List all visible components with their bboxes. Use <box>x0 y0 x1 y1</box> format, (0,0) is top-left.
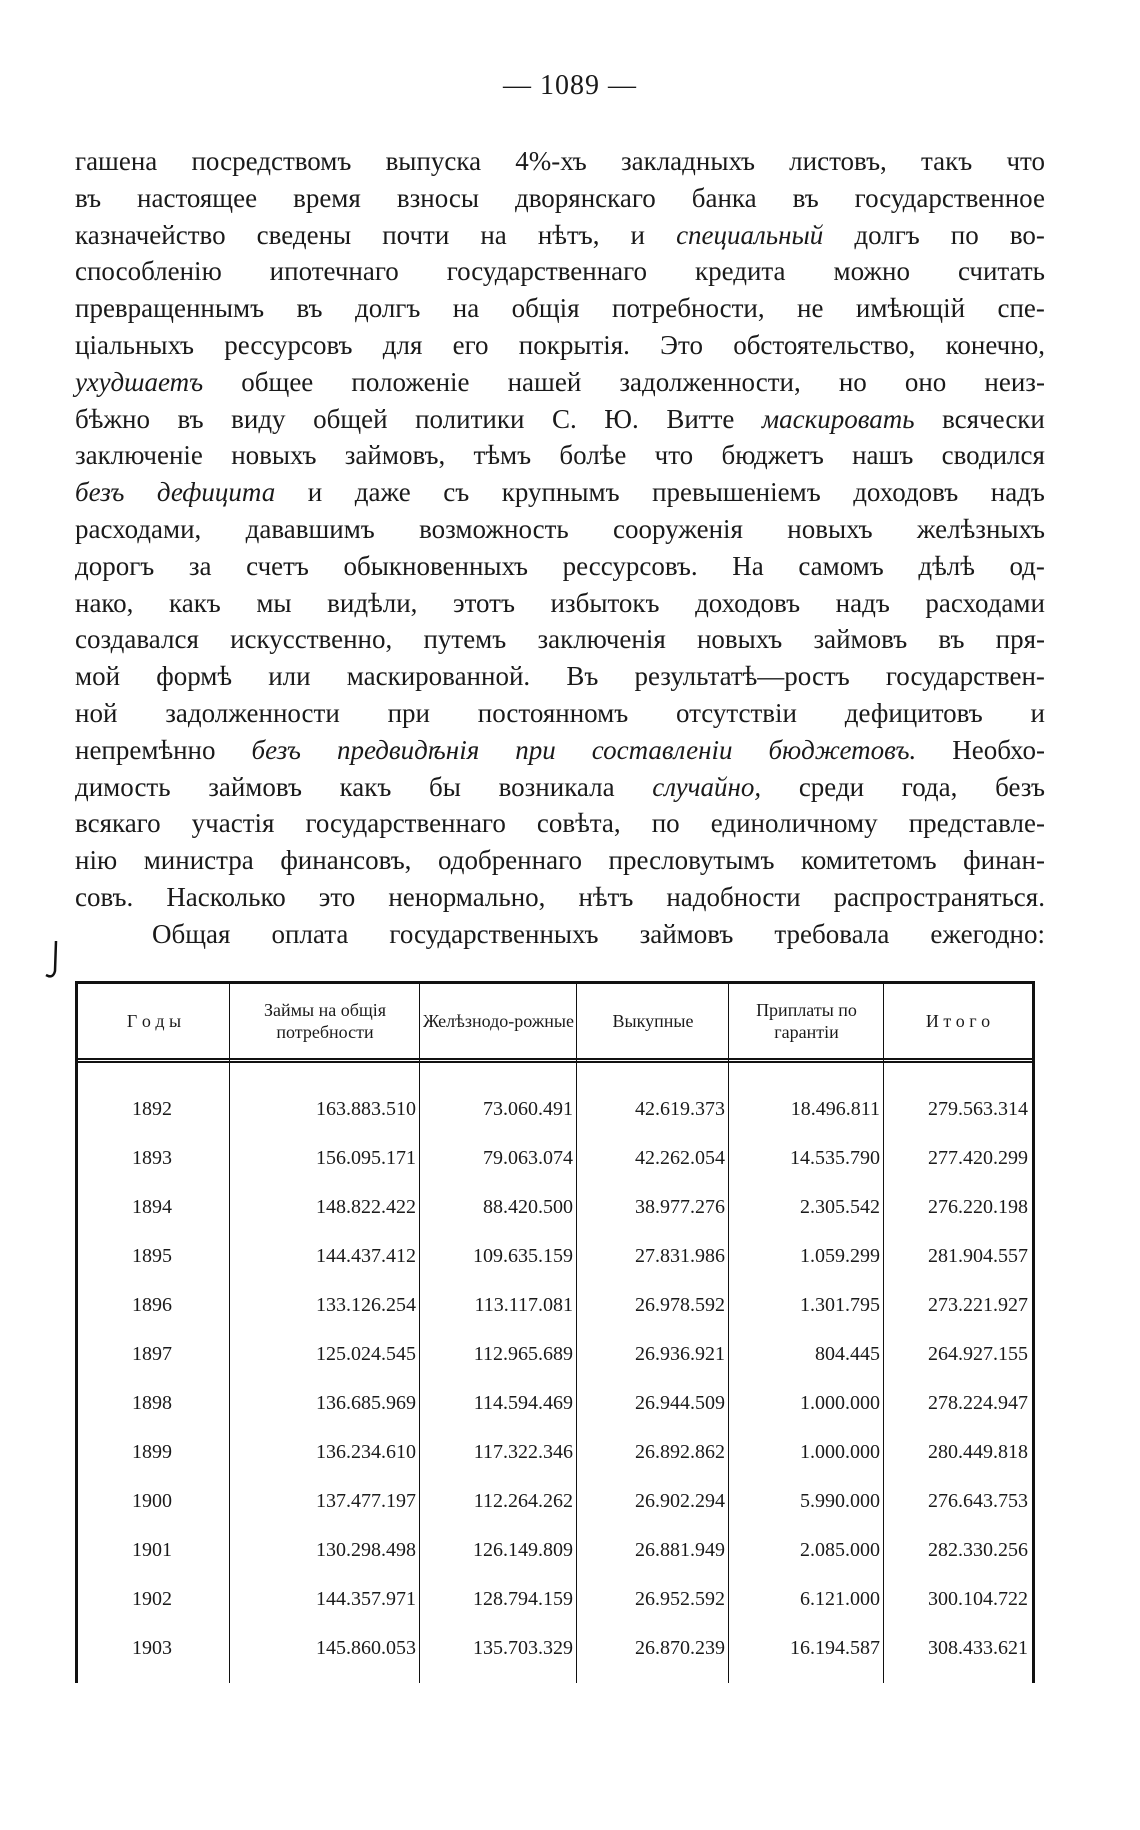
table-row <box>78 1441 1032 1471</box>
amount-cell: 282.330.256 <box>928 1539 1028 1561</box>
year-cell: 1899 <box>132 1441 172 1463</box>
amount-cell: 300.104.722 <box>928 1588 1028 1610</box>
table-row <box>78 1196 1032 1226</box>
italic-word: при <box>515 734 556 765</box>
word: пря- <box>995 624 1045 655</box>
word: во- <box>1009 219 1045 250</box>
word: по <box>651 808 680 839</box>
word: На <box>732 550 764 581</box>
word: въ <box>75 182 102 213</box>
italic-word: случайно, <box>652 771 762 802</box>
amount-cell: 26.892.862 <box>635 1441 725 1463</box>
word: распространяться. <box>833 881 1045 912</box>
word: Общая <box>152 918 231 949</box>
amount-cell: 2.085.000 <box>800 1539 880 1561</box>
table-row <box>78 1392 1032 1422</box>
word: нѣтъ <box>578 881 634 912</box>
text-line <box>75 364 1045 401</box>
word: Насколько <box>166 881 286 912</box>
text-line <box>75 842 1045 879</box>
amount-cell: 1.059.299 <box>800 1245 880 1267</box>
amount-cell: 26.881.949 <box>635 1539 725 1561</box>
word: самомъ <box>798 550 884 581</box>
word: надъ <box>835 587 890 618</box>
word: долгъ <box>354 293 421 324</box>
word: счетъ <box>246 550 309 581</box>
text-line <box>75 217 1045 254</box>
word: желѣзныхъ <box>916 513 1045 544</box>
amount-cell: 42.619.373 <box>635 1098 725 1120</box>
word: превращеннымъ <box>75 293 265 324</box>
word: совѣта, <box>536 808 621 839</box>
word: финансовъ, <box>280 845 412 876</box>
table-row <box>78 1539 1032 1569</box>
amount-cell: 281.904.557 <box>928 1245 1028 1267</box>
word: или <box>268 661 311 692</box>
word: общія <box>511 293 580 324</box>
year-cell: 1892 <box>132 1098 172 1120</box>
word: нію <box>75 845 118 876</box>
word: ипотечнаго <box>269 256 399 287</box>
word: участія <box>191 808 275 839</box>
text-line <box>75 474 1045 511</box>
amount-cell: 112.965.689 <box>473 1343 573 1365</box>
column-divider <box>229 984 230 1683</box>
column-divider <box>883 984 884 1683</box>
text-line <box>75 180 1045 217</box>
year-cell: 1901 <box>132 1539 172 1561</box>
table-row <box>78 1343 1032 1373</box>
body-text <box>75 143 1045 953</box>
amount-cell: 136.685.969 <box>316 1392 416 1414</box>
word: дефицитовъ <box>844 697 983 728</box>
word: спе- <box>997 293 1045 324</box>
amount-cell: 109.635.159 <box>473 1245 573 1267</box>
amount-cell: 42.262.054 <box>635 1147 725 1169</box>
word: тѣмъ <box>473 440 532 471</box>
amount-cell: 1.000.000 <box>800 1441 880 1463</box>
year-cell: 1903 <box>132 1637 172 1659</box>
amount-cell: 73.060.491 <box>483 1098 573 1120</box>
table-row <box>78 1490 1032 1520</box>
word: одобреннаго <box>438 845 582 876</box>
text-line <box>75 916 1045 953</box>
word: Ю. <box>604 403 639 434</box>
text-line <box>75 327 1045 364</box>
amount-cell: 156.095.171 <box>316 1147 416 1169</box>
word: комитетомъ <box>801 845 937 876</box>
word: почти <box>382 219 450 250</box>
word: съ <box>443 477 470 508</box>
word: непремѣнно <box>75 734 216 765</box>
year-cell: 1900 <box>132 1490 172 1512</box>
word: дворянскаго <box>515 182 656 213</box>
amount-cell: 27.831.986 <box>635 1245 725 1267</box>
amount-cell: 279.563.314 <box>928 1098 1028 1120</box>
word: года, <box>901 771 958 802</box>
word: положеніе <box>351 366 470 397</box>
word: возможность <box>419 513 569 544</box>
word: банка <box>691 182 757 213</box>
word: задолженности <box>165 697 340 728</box>
amount-cell: 126.149.809 <box>473 1539 573 1561</box>
word: оно <box>904 366 947 397</box>
year-cell: 1894 <box>132 1196 172 1218</box>
word: для <box>382 329 423 360</box>
word: не <box>797 293 824 324</box>
word: выпуска <box>385 146 482 176</box>
word: избытокъ <box>550 587 660 618</box>
word: дорогъ <box>75 550 155 581</box>
amount-cell: 163.883.510 <box>316 1098 416 1120</box>
word: среди <box>798 771 865 802</box>
word: гашена <box>75 146 158 176</box>
amount-cell: 264.927.155 <box>928 1343 1028 1365</box>
word: что <box>654 440 694 471</box>
year-cell: 1897 <box>132 1343 172 1365</box>
word: такъ <box>921 146 973 176</box>
amount-cell: 133.126.254 <box>316 1294 416 1316</box>
table-row <box>78 1098 1032 1128</box>
word: искусственно, <box>230 624 393 655</box>
amount-cell: 2.305.542 <box>800 1196 880 1218</box>
word: доходовъ <box>695 587 801 618</box>
word: безъ <box>995 771 1045 802</box>
amount-cell: 26.902.294 <box>635 1490 725 1512</box>
word: въ <box>177 403 204 434</box>
amount-cell: 280.449.818 <box>928 1441 1028 1463</box>
text-line <box>75 695 1045 732</box>
text-line <box>75 658 1045 695</box>
page-number: — 1089 — <box>503 70 637 101</box>
word: болѣе <box>559 440 627 471</box>
word: этотъ <box>452 587 515 618</box>
amount-cell: 144.437.412 <box>316 1245 416 1267</box>
amount-cell: 136.234.610 <box>316 1441 416 1463</box>
amount-cell: 135.703.329 <box>473 1637 573 1659</box>
word: въ <box>938 624 965 655</box>
word: результатѣ—ростъ <box>634 661 850 692</box>
text-line <box>75 879 1045 916</box>
amount-cell: 5.990.000 <box>800 1490 880 1512</box>
amount-cell: 276.643.753 <box>928 1490 1028 1512</box>
word: виду <box>231 403 286 434</box>
amount-cell: 278.224.947 <box>928 1392 1028 1414</box>
word: нашей <box>507 366 582 397</box>
word: мой <box>75 661 121 692</box>
amount-cell: 125.024.545 <box>316 1343 416 1365</box>
word: и <box>307 477 323 508</box>
amount-cell: 276.220.198 <box>928 1196 1028 1218</box>
word: обстоятельство, <box>733 329 916 360</box>
word: сооруженія <box>613 513 743 544</box>
word: займовъ <box>813 624 908 655</box>
column-divider <box>728 984 729 1683</box>
word: время <box>293 182 361 213</box>
word: займовъ <box>208 771 302 802</box>
word: государственнаго <box>446 256 648 287</box>
word: заключенія <box>537 624 666 655</box>
word: единоличному <box>710 808 878 839</box>
amount-cell: 1.000.000 <box>800 1392 880 1414</box>
italic-word: маскировать <box>761 403 915 434</box>
word: закладныхъ <box>620 146 755 176</box>
amount-cell: 112.264.262 <box>473 1490 573 1512</box>
word: димость <box>75 771 171 802</box>
word: задолженности, <box>619 366 801 397</box>
text-line <box>75 290 1045 327</box>
word: Это <box>660 329 703 360</box>
word: надобности <box>666 881 801 912</box>
word: государственное <box>854 182 1045 213</box>
word: видѣли, <box>327 587 418 618</box>
word: какъ <box>169 587 221 618</box>
word: расходами, <box>75 513 202 544</box>
word: превышеніемъ <box>652 477 821 508</box>
word: ціальныхъ <box>75 329 194 360</box>
table-row <box>78 1294 1032 1324</box>
word: доходовъ <box>853 477 959 508</box>
word: совъ. <box>75 881 134 912</box>
word: государственныхъ <box>389 918 599 949</box>
amount-cell: 18.496.811 <box>790 1098 880 1120</box>
loans-table <box>75 981 1035 1683</box>
amount-cell: 14.535.790 <box>790 1147 880 1169</box>
italic-word: предвидѣнія <box>336 734 480 765</box>
column-header: Желѣзнодо-рожные <box>422 1011 575 1031</box>
text-line <box>75 621 1045 658</box>
word: общей <box>313 403 388 434</box>
word: на <box>452 293 480 324</box>
amount-cell: 26.944.509 <box>635 1392 725 1414</box>
text-line <box>75 732 1045 769</box>
word: листовъ, <box>789 146 887 176</box>
word: въ <box>792 182 819 213</box>
word: Необхо- <box>952 734 1045 765</box>
amount-cell: 26.978.592 <box>635 1294 725 1316</box>
word: рессурсовъ. <box>562 550 698 581</box>
word: крупнымъ <box>501 477 620 508</box>
amount-cell: 148.822.422 <box>316 1196 416 1218</box>
word: финан- <box>963 845 1045 876</box>
word: какъ <box>339 771 392 802</box>
amount-cell: 6.121.000 <box>800 1588 880 1610</box>
year-cell: 1893 <box>132 1147 172 1169</box>
word: надъ <box>990 477 1045 508</box>
word: нако, <box>75 587 134 618</box>
word: ной <box>75 697 118 728</box>
word: формѣ <box>156 661 233 692</box>
word: считать <box>957 256 1045 287</box>
amount-cell: 26.870.239 <box>635 1637 725 1659</box>
word: имѣющій <box>855 293 966 324</box>
word: заключеніе <box>75 440 203 471</box>
column-divider <box>576 984 577 1683</box>
word: бюджетъ <box>721 440 824 471</box>
word: путемъ <box>423 624 507 655</box>
word: представле- <box>908 808 1045 839</box>
column-header: Г о д ы <box>126 1011 182 1031</box>
year-cell: 1898 <box>132 1392 172 1414</box>
word: нѣтъ, <box>537 219 600 250</box>
italic-word: бюджетовъ. <box>768 734 917 765</box>
word: дѣлѣ <box>918 550 975 581</box>
word: рессурсовъ <box>224 329 353 360</box>
text-line <box>75 769 1045 806</box>
word: ежегодно: <box>930 918 1045 949</box>
word: казначейство <box>75 219 226 250</box>
amount-cell: 26.952.592 <box>635 1588 725 1610</box>
amount-cell: 113.117.081 <box>474 1294 573 1316</box>
column-header: Займы на общія потребности <box>263 1000 387 1042</box>
word: постоянномъ <box>477 697 629 728</box>
word: отсутствіи <box>675 697 797 728</box>
word: новыхъ <box>231 440 317 471</box>
word: конечно, <box>945 329 1045 360</box>
word: потребности, <box>612 293 765 324</box>
word: можно <box>833 256 911 287</box>
amount-cell: 79.063.074 <box>483 1147 573 1169</box>
amount-cell: 16.194.587 <box>790 1637 880 1659</box>
amount-cell: 130.298.498 <box>316 1539 416 1561</box>
italic-word: ухудшаетъ <box>75 366 204 397</box>
word: настоящее <box>137 182 258 213</box>
word: дававшимъ <box>245 513 375 544</box>
word: новыхъ <box>787 513 873 544</box>
year-cell: 1896 <box>132 1294 172 1316</box>
year-cell: 1902 <box>132 1588 172 1610</box>
word: и <box>630 219 645 250</box>
word: посредствомъ <box>191 146 352 176</box>
word: покрытія. <box>518 329 630 360</box>
word: С. <box>551 403 577 434</box>
word: 4%-хъ <box>515 146 587 176</box>
amount-cell: 144.357.971 <box>316 1588 416 1610</box>
text-line <box>75 548 1045 585</box>
word: государственнаго <box>305 808 506 839</box>
word: общее <box>241 366 314 397</box>
text-line <box>75 253 1045 290</box>
amount-cell: 38.977.276 <box>635 1196 725 1218</box>
word: всякаго <box>75 808 161 839</box>
word: неиз- <box>984 366 1045 397</box>
italic-word: специальный <box>676 219 824 250</box>
word: въ <box>296 293 323 324</box>
word: но <box>838 366 867 397</box>
word: кредита <box>695 256 786 287</box>
text-line <box>75 143 1045 180</box>
word: на <box>480 219 507 250</box>
text-line <box>75 805 1045 842</box>
word: по <box>950 219 979 250</box>
column-header: Выкупные <box>612 1011 694 1031</box>
word: обыкновенныхъ <box>343 550 528 581</box>
table-row <box>78 1637 1032 1667</box>
word: Витте <box>666 403 735 434</box>
italic-word: дефицита <box>156 477 276 508</box>
word: сводился <box>941 440 1045 471</box>
word: политики <box>415 403 525 434</box>
amount-cell: 1.301.795 <box>800 1294 880 1316</box>
word: взносы <box>396 182 479 213</box>
word: расходами <box>925 587 1045 618</box>
word: долгъ <box>854 219 920 250</box>
italic-word: составленіи <box>591 734 733 765</box>
word: мы <box>256 587 292 618</box>
word: нашъ <box>852 440 914 471</box>
italic-word: безъ <box>75 477 125 508</box>
word: требовала <box>774 918 890 949</box>
column-divider <box>419 984 420 1683</box>
word: его <box>452 329 489 360</box>
word: пресловутымъ <box>608 845 775 876</box>
word: оплата <box>271 918 349 949</box>
amount-cell: 128.794.159 <box>473 1588 573 1610</box>
amount-cell: 117.322.346 <box>473 1441 573 1463</box>
word: маскированной. <box>346 661 531 692</box>
text-line <box>75 511 1045 548</box>
word: бы <box>429 771 461 802</box>
italic-word: безъ <box>251 734 301 765</box>
column-header: Приплаты по гарантіи <box>756 1000 857 1042</box>
word: способленію <box>75 256 222 287</box>
table-row <box>78 1147 1032 1177</box>
word: займовъ, <box>344 440 446 471</box>
amount-cell: 273.221.927 <box>928 1294 1028 1316</box>
amount-cell: 308.433.621 <box>928 1637 1028 1659</box>
word: что <box>1006 146 1045 176</box>
amount-cell: 137.477.197 <box>316 1490 416 1512</box>
text-line <box>75 585 1045 622</box>
word: займовъ <box>639 918 734 949</box>
amount-cell: 88.420.500 <box>483 1196 573 1218</box>
word: ненормально, <box>388 881 546 912</box>
margin-mark-icon <box>40 935 70 985</box>
word: даже <box>354 477 411 508</box>
word: сведены <box>256 219 352 250</box>
word: Въ <box>566 661 599 692</box>
word: бѣжно <box>75 403 151 434</box>
table-row <box>78 1588 1032 1618</box>
word: государствен- <box>885 661 1045 692</box>
word: министра <box>143 845 254 876</box>
word: и <box>1030 697 1045 728</box>
text-line <box>75 401 1045 438</box>
word: за <box>188 550 212 581</box>
amount-cell: 804.445 <box>815 1343 880 1365</box>
word: новыхъ <box>696 624 783 655</box>
text-line <box>75 437 1045 474</box>
table-row <box>78 1245 1032 1275</box>
amount-cell: 26.936.921 <box>635 1343 725 1365</box>
word: создавался <box>75 624 199 655</box>
amount-cell: 277.420.299 <box>928 1147 1028 1169</box>
word: од- <box>1009 550 1045 581</box>
year-cell: 1895 <box>132 1245 172 1267</box>
amount-cell: 145.860.053 <box>316 1637 416 1659</box>
word: это <box>318 881 356 912</box>
word: всячески <box>942 403 1045 434</box>
amount-cell: 114.594.469 <box>473 1392 573 1414</box>
column-header: И т о г о <box>925 1011 991 1031</box>
word: при <box>387 697 430 728</box>
word: возникала <box>498 771 615 802</box>
